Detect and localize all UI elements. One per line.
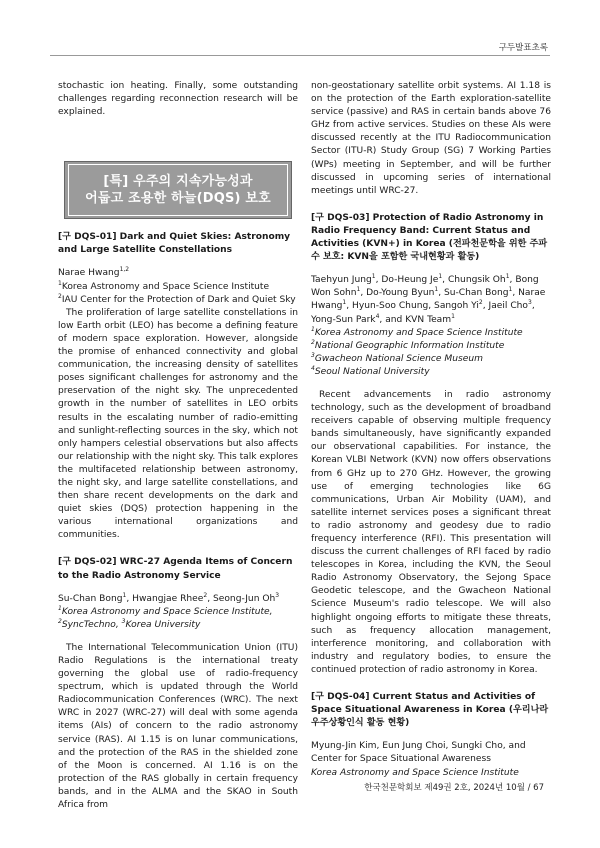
author-name: Yong-Sun Park xyxy=(311,314,376,325)
section-banner xyxy=(64,161,292,219)
abstract-body-dqs02: The International Telecommunication Union (ITU) Radio Regulations is the international treaty governing the global use of radio-frequency spectrum, which is updated through the World Radiocommunication Conferences (WRC). The next WRC in 2027 (WRC-27) will deal with some agenda items (AIs) of concern to the radio astronomy service (RAS). AI 1.15 is on lunar communications, and the protection of the RAS in the shielded zone of the Moon is concerned. AI 1.16 is on the protection of the RAS globally in certain frequency bands, and in the ALMA and the SKAO in South Africa from xyxy=(58,642,298,811)
aff-text: IAU Center for the Protection of Dark and Quiet Sky xyxy=(61,294,296,305)
intro-text: stochastic ion heating. Finally, some outstanding challenges regarding reconnection research will be explained. xyxy=(58,81,298,118)
aff-text: National Geographic Information Institute xyxy=(314,340,505,351)
affiliations-dqs03 xyxy=(311,327,551,379)
abstract-title-dqs02: [구 DQS-02] WRC-27 Agenda Items of Concern to the Radio Astronomy Service xyxy=(58,557,293,581)
authors-dqs01 xyxy=(58,267,298,280)
author-name: Narae Hwang xyxy=(58,268,120,279)
author-name: Do-Young Byun xyxy=(366,288,435,299)
author-name: Hyun-Soo Chung xyxy=(352,301,429,312)
right-column xyxy=(311,80,551,780)
abstract-body-dqs03: Recent advancements in radio astronomy technology, such as the development of broadband receivers capable of observing multiple frequency bands simultaneously, have significantly expanded our observational capabilities. For instance, the Korean VLBI Network (KVN) now offers observations from 6 GHz up to 270 GHz. However, the growing use of emerging technologies like 6G communications, Urban Air Mobility (UAM), and satellite internet services poses a significant threat to radio astronomy and geodesy due to radio frequency interference (RFI). This presentation will discuss the current challenges of RFI faced by radio telescopes in Korea, including the KVN, the Seoul Radio Astronomy Observatory, the Sejong Space Geodetic telescope, and the Gwacheon National Science Museum's radio telescope. We will also highlight ongoing efforts to mitigate these threats, such as frequency allocation management, interference monitoring, and collaboration with industry and regulatory bodies, to ensure the continued protection of radio astronomy in Korea. xyxy=(311,389,551,675)
affiliation-dqs03-4 xyxy=(311,366,551,379)
author-sup: 2 xyxy=(478,299,483,307)
aff-text: Gwacheon National Science Museum xyxy=(314,353,483,364)
aff-text: Seoul National University xyxy=(314,366,430,377)
author-name: Taehyun Jung xyxy=(311,275,372,286)
author-name: Jaeil Cho xyxy=(488,301,529,312)
author-sup: 1 xyxy=(122,591,127,599)
affiliation-dqs03-2 xyxy=(311,340,551,353)
affiliation-dqs04: Korea Astronomy and Space Science Institute xyxy=(311,767,519,778)
aff-text: Korea Astronomy and Space Science Institute xyxy=(314,327,523,338)
author-sup: 1 xyxy=(356,286,361,294)
aff-sup: 2 xyxy=(311,338,315,346)
author-name: Narae Hwang xyxy=(311,288,546,312)
aff-sup: 2 xyxy=(58,617,62,625)
affiliation-dqs01-2 xyxy=(58,294,298,307)
aff-text: SyncTechno, xyxy=(61,619,119,630)
authors-dqs02: Su-Chan Bong$^1$, Hwangjae Rhee$^2$, Seong-Jun Oh$^3$ xyxy=(58,591,280,604)
aff-sup: 1 xyxy=(58,604,62,612)
affiliation-dqs01-1 xyxy=(58,281,298,294)
author-sup: 1 xyxy=(371,273,376,281)
author-name: KVN Team xyxy=(405,314,452,325)
author-name: Sangoh Yi xyxy=(434,301,479,312)
author-sup: 1 xyxy=(508,286,513,294)
author-sup: 1,2 xyxy=(119,266,130,274)
page-footer: 한국천문학회보 제49권 2호, 2024년 10월 / 67 xyxy=(364,783,544,793)
affiliation-dqs02-1 xyxy=(58,606,298,619)
abstract-title-dqs04: [구 DQS-04] Current Status and Activities of Space Situational Awareness in Korea (우리나라 우주상황인식 활동 현황) xyxy=(311,692,549,729)
author-name: Hwangjae Rhee xyxy=(132,593,204,604)
affiliation-dqs03-3 xyxy=(311,353,551,366)
banner-line-1: [특] 우주의 지속가능성과 xyxy=(103,174,253,190)
aff-sup: 4 xyxy=(311,364,315,372)
abstract-title-dqs03: [구 DQS-03] Protection of Radio Astronomy in Radio Frequency Band: Current Status and Activities (KVN+) in Korea (전파천문학을 위한 주파수 보호: KVN을 포함한 국내현황과 활동) xyxy=(311,212,548,263)
header-rule xyxy=(50,55,550,56)
aff-text: Korea University xyxy=(125,619,201,630)
author-sup: 3 xyxy=(275,591,280,599)
running-header: 구두발표초록 xyxy=(498,43,548,53)
author-sup: 1 xyxy=(505,273,510,281)
section-banner-frame xyxy=(68,164,288,216)
affiliation-dqs02-2 xyxy=(58,619,298,632)
abstract-body-dqs02-cont: non-geostationary satellite orbit systems. AI 1.18 is on the protection of the Earth exploration-satellite service (passive) and RAS in certain bands above 76 GHz from active services. Studies on these AIs were discussed recently at the ITU Radiocommunication Sector (ITU-R) Study Group (SG) 7 Working Parties (WPs) meeting in September, and will be further discussed in upcoming series of international meetings until WRC-27. xyxy=(311,81,551,196)
author-name: Su-Chan Bong xyxy=(58,593,123,604)
abstract-title-dqs01: [구 DQS-01] Dark and Quiet Skies: Astronomy and Large Satellite Constellations xyxy=(58,232,291,256)
aff-sup: 3 xyxy=(121,617,126,625)
author-sup: 1 xyxy=(434,286,439,294)
author-sup: 2 xyxy=(203,591,208,599)
author-sup: 4 xyxy=(375,312,380,320)
banner-line-2: 어둡고 조용한 하늘(DQS) 보호 xyxy=(85,191,271,207)
aff-text: Korea Astronomy and Space Science Institute xyxy=(61,281,270,292)
abstract-body-dqs01: The proliferation of large satellite constellations in low Earth orbit (LEO) has become a defining feature of modern space exploration. However, alongside the promise of enhanced connectivity and global communication, the increasing density of satellites poses significant challenges for astronomy and the preservation of the night sky. The unprecedented growth in the number of satellites in LEO orbits results in the escalating number of radio-emitting and sunlight-reflecting sources in the sky, which not only hampers celestial observations but also affects our relationship with the night sky. This talk explores the multifaceted relationship between astronomy, the night sky, and large satellite constellations, and then share recent developments on the dark and quiet skies (DQS) protection happening in the various international organizations and communities. xyxy=(58,307,298,541)
authors-dqs04: Myung-Jin Kim, Eun Jung Choi, Sungki Cho, and Center for Space Situational Awareness xyxy=(311,741,526,765)
author-name: Do-Heung Je xyxy=(381,275,439,286)
author-sup: 3 xyxy=(528,299,532,307)
author-sup: 1 xyxy=(438,273,443,281)
author-name: Seong-Jun Oh xyxy=(213,593,276,604)
aff-sup: 3 xyxy=(311,351,315,359)
left-column xyxy=(58,80,298,812)
author-name: Bong Won Sohn xyxy=(311,275,539,299)
author-sup: 1 xyxy=(342,299,347,307)
author-name: Su-Chan Bong xyxy=(443,288,509,299)
author-name: Chungsik Oh xyxy=(447,275,506,286)
aff-text: Korea Astronomy and Space Science Institute, xyxy=(61,606,273,617)
authors-dqs03: Taehyun Jung$^1$, Do-Heung Je$^1$, Chungsik Oh$^1$, Bong Won Sohn$^1$, Do-Young Byun$^1$, Su-Chan Bong$^1$, Narae Hwang$^1$, Hyun-Soo Chung, Sangoh Yi$^2$, Jaeil Cho$^3$, Yong-Sun Park$^4$, and KVN Team$^1$ xyxy=(311,273,546,325)
aff-sup: 1 xyxy=(311,325,315,333)
author-sup: 1 xyxy=(451,312,455,320)
aff-sup: 2 xyxy=(58,292,62,300)
affiliation-dqs03-1 xyxy=(311,327,551,340)
aff-sup: 1 xyxy=(58,279,62,287)
